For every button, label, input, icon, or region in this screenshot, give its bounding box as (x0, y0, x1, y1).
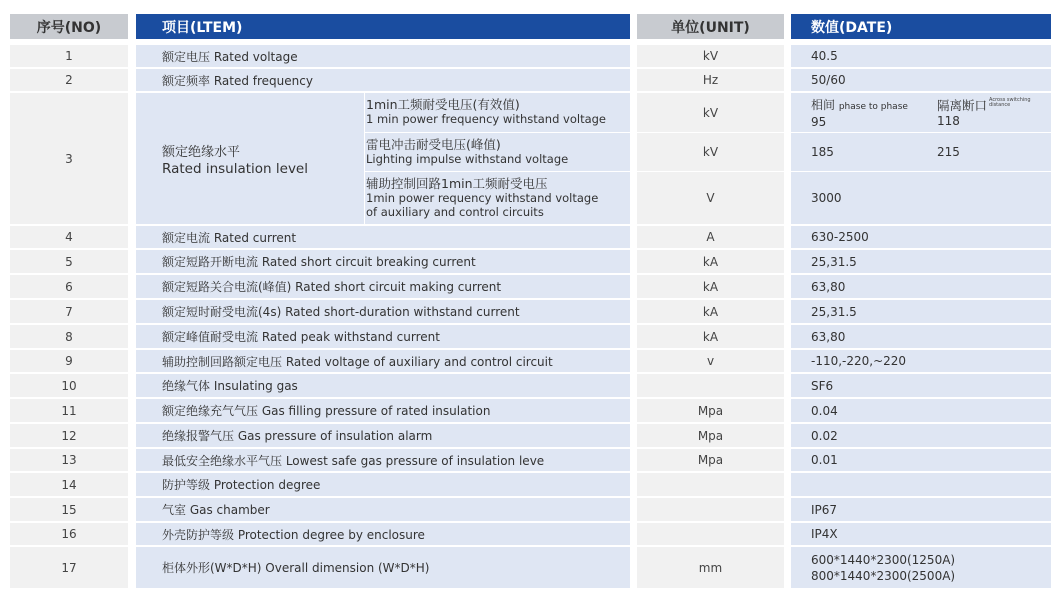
item-cell: 额定电流 Rated current (136, 226, 630, 248)
no-cell: 15 (10, 498, 128, 521)
unit-cell: kV (637, 93, 784, 132)
divider (364, 93, 365, 224)
no-cell: 11 (10, 399, 128, 422)
no-cell: 17 (10, 547, 128, 588)
item-cell: 外壳防护等级 Protection degree by enclosure (136, 523, 630, 545)
isolation-value: 118 (937, 114, 960, 128)
no-cell: 1 (10, 45, 128, 67)
dimension-value: 800*1440*2300(2500A) (811, 568, 956, 583)
value-cell: 3000 (791, 172, 1051, 224)
item-cell: 气室 Gas chamber (136, 498, 630, 521)
value-cell: 0.01 (791, 449, 1051, 471)
value-cell (791, 473, 1051, 496)
no-cell: 16 (10, 523, 128, 545)
value-cell: 0.02 (791, 424, 1051, 447)
phase-value: 185 (811, 145, 834, 159)
no-cell: 7 (10, 300, 128, 323)
unit-cell: kV (637, 45, 784, 67)
isolation-label-en: Across switching distance (989, 97, 1031, 108)
value-cell: -110,-220,~220 (791, 350, 1051, 372)
unit-cell: kV (637, 133, 784, 171)
value-cell: IP4X (791, 523, 1051, 545)
item-cell: 最低安全绝缘水平气压 Lowest safe gas pressure of insulation leve (136, 449, 630, 471)
sub-item-en: 1 min power frequency withstand voltage (366, 112, 607, 126)
unit-cell: kA (637, 250, 784, 273)
item-cell: 额定电压 Rated voltage (136, 45, 630, 67)
item-cell: 额定峰值耐受电流 Rated peak withstand current (136, 325, 630, 348)
insulation-label-en: Rated insulation level (162, 161, 308, 177)
unit-cell (637, 523, 784, 545)
item-cell: 柜体外形(W*D*H) Overall dimension (W*D*H) (136, 547, 630, 588)
sub-item-power-frequency (366, 93, 630, 131)
sub-item-auxiliary (366, 172, 630, 224)
unit-cell: V (637, 172, 784, 224)
unit-cell: kA (637, 275, 784, 298)
unit-cell: Mpa (637, 449, 784, 471)
item-cell: 绝缘报警气压 Gas pressure of insulation alarm (136, 424, 630, 447)
no-cell: 14 (10, 473, 128, 496)
no-cell: 3 (10, 93, 128, 224)
value-cell: 25,31.5 (791, 250, 1051, 273)
value-cell: 40.5 (791, 45, 1051, 67)
item-cell: 防护等级 Protection degree (136, 473, 630, 496)
unit-cell: A (637, 226, 784, 248)
isolation-value: 215 (937, 145, 960, 159)
value-cell-dimension (791, 547, 1051, 588)
phase-value: 95 (811, 115, 827, 129)
unit-cell (637, 473, 784, 496)
value-cell: SF6 (791, 374, 1051, 397)
unit-cell: Hz (637, 69, 784, 91)
sub-item-en: 1min power requency withstand voltage (366, 191, 599, 205)
item-cell: 额定频率 Rated frequency (136, 69, 630, 91)
sub-item-en: Lighting impulse withstand voltage (366, 152, 569, 166)
value-cell: IP67 (791, 498, 1051, 521)
unit-cell: kA (637, 325, 784, 348)
item-cell: 额定短路开断电流 Rated short circuit breaking current (136, 250, 630, 273)
sub-item-cn: 雷电冲击耐受电压(峰值) (366, 137, 501, 152)
item-cell: 额定短时耐受电流(4s) Rated short-duration withstand current (136, 300, 630, 323)
no-cell: 12 (10, 424, 128, 447)
no-cell: 4 (10, 226, 128, 248)
value-cell: 63,80 (791, 325, 1051, 348)
item-cell: 额定绝缘充气气压 Gas filling pressure of rated insulation (136, 399, 630, 422)
unit-cell: mm (637, 547, 784, 588)
unit-cell: kA (637, 300, 784, 323)
sub-item-cn: 辅助控制回路1min工频耐受电压 (366, 176, 548, 191)
item-cell: 辅助控制回路额定电压 Rated voltage of auxiliary and control circuit (136, 350, 630, 372)
no-cell: 6 (10, 275, 128, 298)
dimension-value: 600*1440*2300(1250A) (811, 552, 956, 567)
no-cell: 5 (10, 250, 128, 273)
item-cell: 额定短路关合电流(峰值) Rated short circuit making current (136, 275, 630, 298)
phase-label-en: phase to phase (838, 102, 908, 112)
unit-cell: Mpa (637, 399, 784, 422)
no-cell: 10 (10, 374, 128, 397)
item-cell: 绝缘气体 Insulating gas (136, 374, 630, 397)
isolation-label: 隔离断口 (937, 98, 988, 113)
header-data: 数值(DATE) (791, 14, 1051, 39)
unit-cell: v (637, 350, 784, 372)
value-cell: 63,80 (791, 275, 1051, 298)
unit-cell (637, 374, 784, 397)
no-cell: 2 (10, 69, 128, 91)
header-no: 序号(NO) (10, 14, 128, 39)
insulation-group (136, 93, 630, 224)
value-cell: 630-2500 (791, 226, 1051, 248)
insulation-label-cn: 额定绝缘水平 (162, 145, 241, 160)
no-cell: 13 (10, 449, 128, 471)
sub-item-cn: 1min工频耐受电压(有效值) (366, 97, 520, 112)
sub-item-en: of auxiliary and control circuits (366, 205, 544, 219)
phase-to-phase-block (811, 98, 908, 130)
value-cell: 25,31.5 (791, 300, 1051, 323)
insulation-group-label (162, 144, 308, 178)
value-cell: 50/60 (791, 69, 1051, 91)
unit-cell (637, 498, 784, 521)
unit-cell: Mpa (637, 424, 784, 447)
no-cell: 8 (10, 325, 128, 348)
header-unit: 单位(UNIT) (637, 14, 784, 39)
sub-item-lightning (366, 133, 630, 171)
isolation-block (937, 98, 1047, 129)
header-item: 项目(LTEM) (136, 14, 630, 39)
phase-label: 相间 (811, 98, 836, 112)
no-cell: 9 (10, 350, 128, 372)
value-cell-insulation-li (791, 133, 1051, 171)
value-cell-insulation-pf (791, 93, 1051, 132)
value-cell: 0.04 (791, 399, 1051, 422)
